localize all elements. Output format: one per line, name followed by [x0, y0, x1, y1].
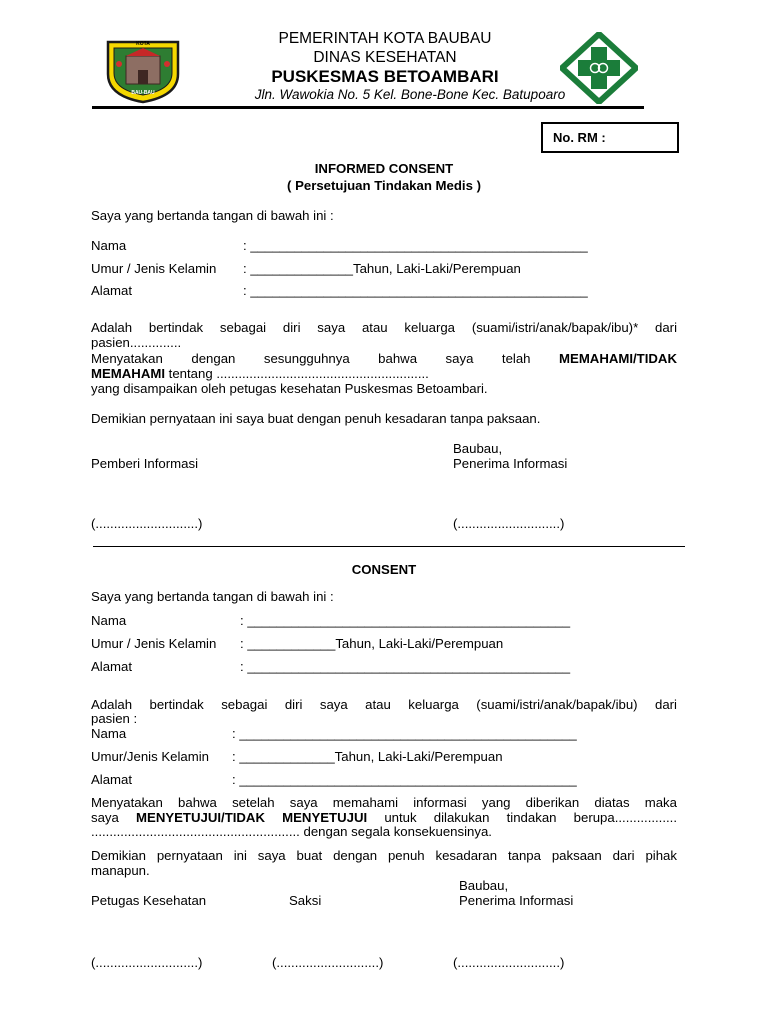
ic-para2-about: tentang .......................................................... [168, 366, 429, 381]
header-divider [92, 106, 644, 109]
c-age-gender-field[interactable]: : ____________Tahun, Laki-Laki/Perempuan [240, 636, 504, 651]
ic-para1-line2: pasien.............. [91, 335, 182, 350]
ic-intro: Saya yang bertanda tangan di bawah ini : [91, 208, 334, 223]
c-patient-name-field[interactable]: : ______________________________________________ [232, 726, 577, 741]
c-para3-line2: manapun. [91, 863, 150, 878]
informed-consent-subtitle: ( Persetujuan Tindakan Medis ) [287, 178, 481, 193]
header-government: PEMERINTAH KOTA BAUBAU [278, 30, 492, 47]
c-para3-line1: Demikian pernyataan ini saya buat dengan penuh kesadaran tanpa paksaan dari pihak [91, 848, 677, 863]
c-patient-name-label: Nama [91, 726, 127, 741]
c-signer-witness: Saksi [289, 893, 322, 908]
header-address: Jln. Wawokia No. 5 Kel. Bone-Bone Kec. Batupoaro [254, 87, 566, 102]
c-para2-line3: ......................................................... dengan segala konsekuensinya. [91, 824, 492, 839]
ic-para2-line3: yang disampaikan oleh petugas kesehatan Puskesmas Betoambari. [91, 381, 488, 396]
ic-para2-line1 [91, 351, 677, 366]
c-signature-officer: (............................) [91, 955, 203, 970]
ic-address-label: Alamat [91, 283, 133, 298]
ic-signature-left: (............................) [91, 516, 203, 531]
ic-age-gender-label: Umur / Jenis Kelamin [91, 261, 217, 276]
consent-title: CONSENT [351, 562, 417, 577]
ic-name-label: Nama [91, 238, 127, 253]
informed-consent-title: INFORMED CONSENT [314, 161, 454, 176]
c-patient-age-field[interactable]: : _____________Tahun, Laki-Laki/Perempuan [232, 749, 503, 764]
ic-para3: Demikian pernyataan ini saya buat dengan penuh kesadaran tanpa paksaan. [91, 411, 541, 426]
c-signature-recipient: (............................) [453, 955, 565, 970]
rm-number-box [541, 122, 679, 153]
ic-para2-text: Menyatakan dengan sesungguhnya bahwa saya telah [91, 351, 531, 366]
c-signer-recipient: Penerima Informasi [459, 893, 574, 908]
c-para1-line1: Adalah bertindak sebagai diri saya atau keluarga (suami/istri/anak/bapak/ibu) dari [91, 697, 677, 712]
ic-signer-right: Penerima Informasi [453, 456, 568, 471]
ic-age-gender-field[interactable]: : ______________Tahun, Laki-Laki/Perempuan [243, 261, 521, 276]
ic-signature-right: (............................) [453, 516, 565, 531]
emblem-text-top: KOTA [136, 41, 150, 47]
c-para2-bold: MENYETUJUI/TIDAK MENYETUJUI [136, 810, 368, 825]
ic-para2-bold: MEMAHAMI/TIDAK [559, 351, 677, 366]
c-para2-pre: saya [91, 810, 119, 825]
emblem-text-bottom: BAU-BAU [131, 90, 155, 96]
rm-label: No. RM : [553, 130, 606, 145]
section-divider [93, 546, 685, 547]
c-patient-address-label: Alamat [91, 772, 133, 787]
c-para2-line1: Menyatakan bahwa setelah saya memahami informasi yang diberikan diatas maka [91, 795, 677, 810]
c-name-label: Nama [91, 613, 127, 628]
ic-place: Baubau, [453, 441, 503, 456]
c-intro: Saya yang bertanda tangan di bawah ini : [91, 589, 334, 604]
ic-signer-left: Pemberi Informasi [91, 456, 199, 471]
c-para2-post: untuk dilakukan tindakan berupa................. [384, 810, 677, 825]
c-signature-witness: (............................) [272, 955, 384, 970]
ic-para2-line2 [91, 366, 429, 381]
c-name-field[interactable]: : ____________________________________________ [240, 613, 571, 628]
c-patient-address-field[interactable]: : ______________________________________________ [232, 772, 577, 787]
ic-para2-bold2: MEMAHAMI [91, 366, 165, 381]
header-clinic-name: PUSKESMAS BETOAMBARI [271, 67, 499, 86]
c-para2-line2 [91, 810, 677, 825]
c-age-gender-label: Umur / Jenis Kelamin [91, 636, 217, 651]
header-department: DINAS KESEHATAN [313, 49, 457, 66]
c-patient-age-label: Umur/Jenis Kelamin [91, 749, 209, 764]
ic-name-field[interactable]: : ______________________________________________ [243, 238, 588, 253]
c-place: Baubau, [459, 878, 509, 893]
c-para1-line2: pasien : [91, 711, 138, 726]
c-address-field[interactable]: : ____________________________________________ [240, 659, 571, 674]
ic-address-field[interactable]: : ______________________________________________ [243, 283, 588, 298]
c-address-label: Alamat [91, 659, 133, 674]
ic-para1-line1: Adalah bertindak sebagai diri saya atau keluarga (suami/istri/anak/bapak/ibu)* dari [91, 320, 677, 335]
c-signer-officer: Petugas Kesehatan [91, 893, 207, 908]
